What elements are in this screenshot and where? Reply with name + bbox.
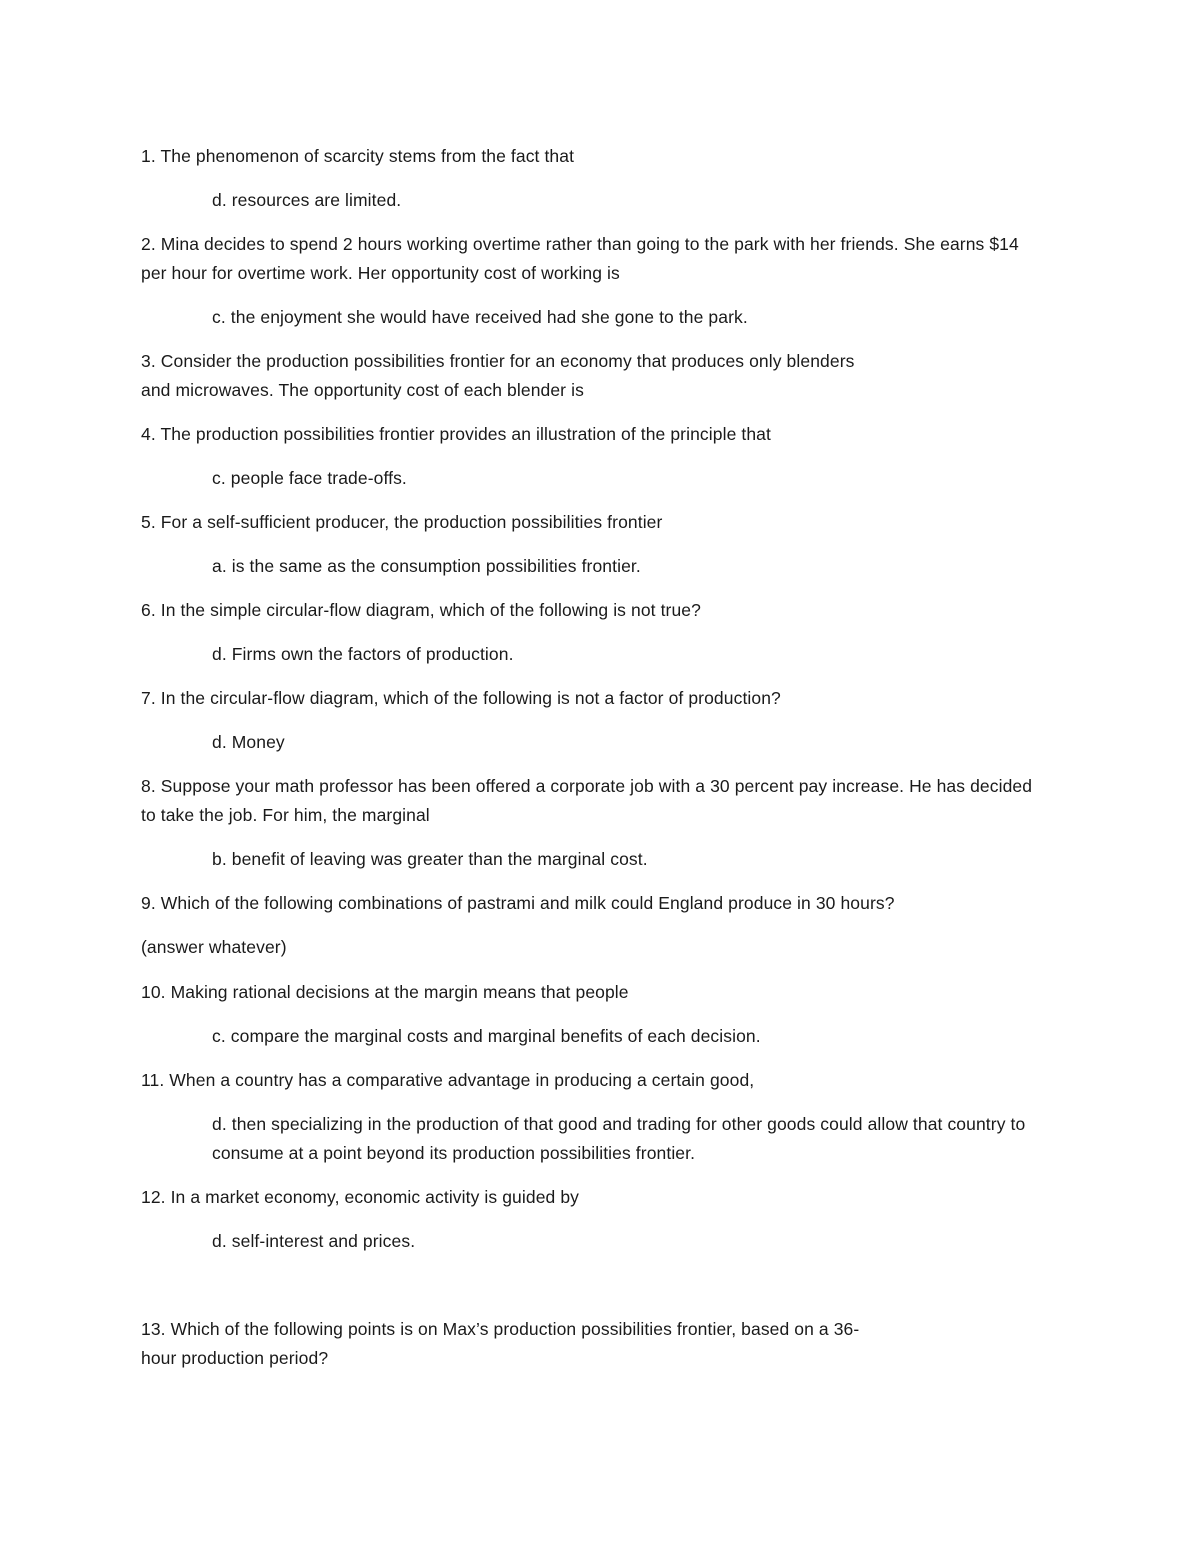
- question-2-text: 2. Mina decides to spend 2 hours working overtime rather than going to the park with her friends. She earns $14: [141, 234, 1019, 254]
- question-11-text: 11. When a country has a comparative advantage in producing a certain good,: [141, 1070, 755, 1090]
- question-6-text: 6. In the simple circular-flow diagram, which of the following is not true?: [141, 600, 701, 620]
- question-9-note: (answer whatever): [141, 937, 287, 957]
- answer-11-text: d. then specializing in the production of that good and trading for other goods could allow that country to: [212, 1114, 1026, 1134]
- question-13-text: 13. Which of the following points is on Max’s production possibilities frontier, based on a 36-: [141, 1319, 860, 1339]
- answer-5-text: a. is the same as the consumption possibilities frontier.: [212, 556, 641, 576]
- answer-11-text-continued: consume at a point beyond its production possibilities frontier.: [212, 1143, 696, 1163]
- question-3-text: 3. Consider the production possibilities frontier for an economy that produces only blenders: [141, 351, 855, 371]
- question-13-text-continued: hour production period?: [141, 1348, 329, 1368]
- answer-1-text: d. resources are limited.: [212, 190, 402, 210]
- question-7-text: 7. In the circular-flow diagram, which of the following is not a factor of production?: [141, 688, 781, 708]
- answer-10-text: c. compare the marginal costs and marginal benefits of each decision.: [212, 1026, 761, 1046]
- answer-4-text: c. people face trade-offs.: [212, 468, 407, 488]
- answer-7-text: d. Money: [212, 732, 285, 752]
- answer-12-text: d. self-interest and prices.: [212, 1231, 416, 1251]
- question-10-text: 10. Making rational decisions at the margin means that people: [141, 982, 629, 1002]
- question-2-text-continued: per hour for overtime work. Her opportunity cost of working is: [141, 263, 620, 283]
- question-12-text: 12. In a market economy, economic activity is guided by: [141, 1187, 580, 1207]
- question-8-text: 8. Suppose your math professor has been offered a corporate job with a 30 percent pay increase. He has decided: [141, 776, 1033, 796]
- question-3-text-continued: and microwaves. The opportunity cost of each blender is: [141, 380, 584, 400]
- answer-8-text: b. benefit of leaving was greater than the marginal cost.: [212, 849, 648, 869]
- question-8-text-continued: to take the job. For him, the marginal: [141, 805, 430, 825]
- question-4-text: 4. The production possibilities frontier provides an illustration of the principle that: [141, 424, 771, 444]
- question-5-text: 5. For a self-sufficient producer, the production possibilities frontier: [141, 512, 663, 532]
- question-1-text: 1. The phenomenon of scarcity stems from the fact that: [141, 146, 575, 166]
- answer-6-text: d. Firms own the factors of production.: [212, 644, 514, 664]
- question-9-text: 9. Which of the following combinations of pastrami and milk could England produce in 30 hours?: [141, 893, 895, 913]
- answer-2-text: c. the enjoyment she would have received had she gone to the park.: [212, 307, 748, 327]
